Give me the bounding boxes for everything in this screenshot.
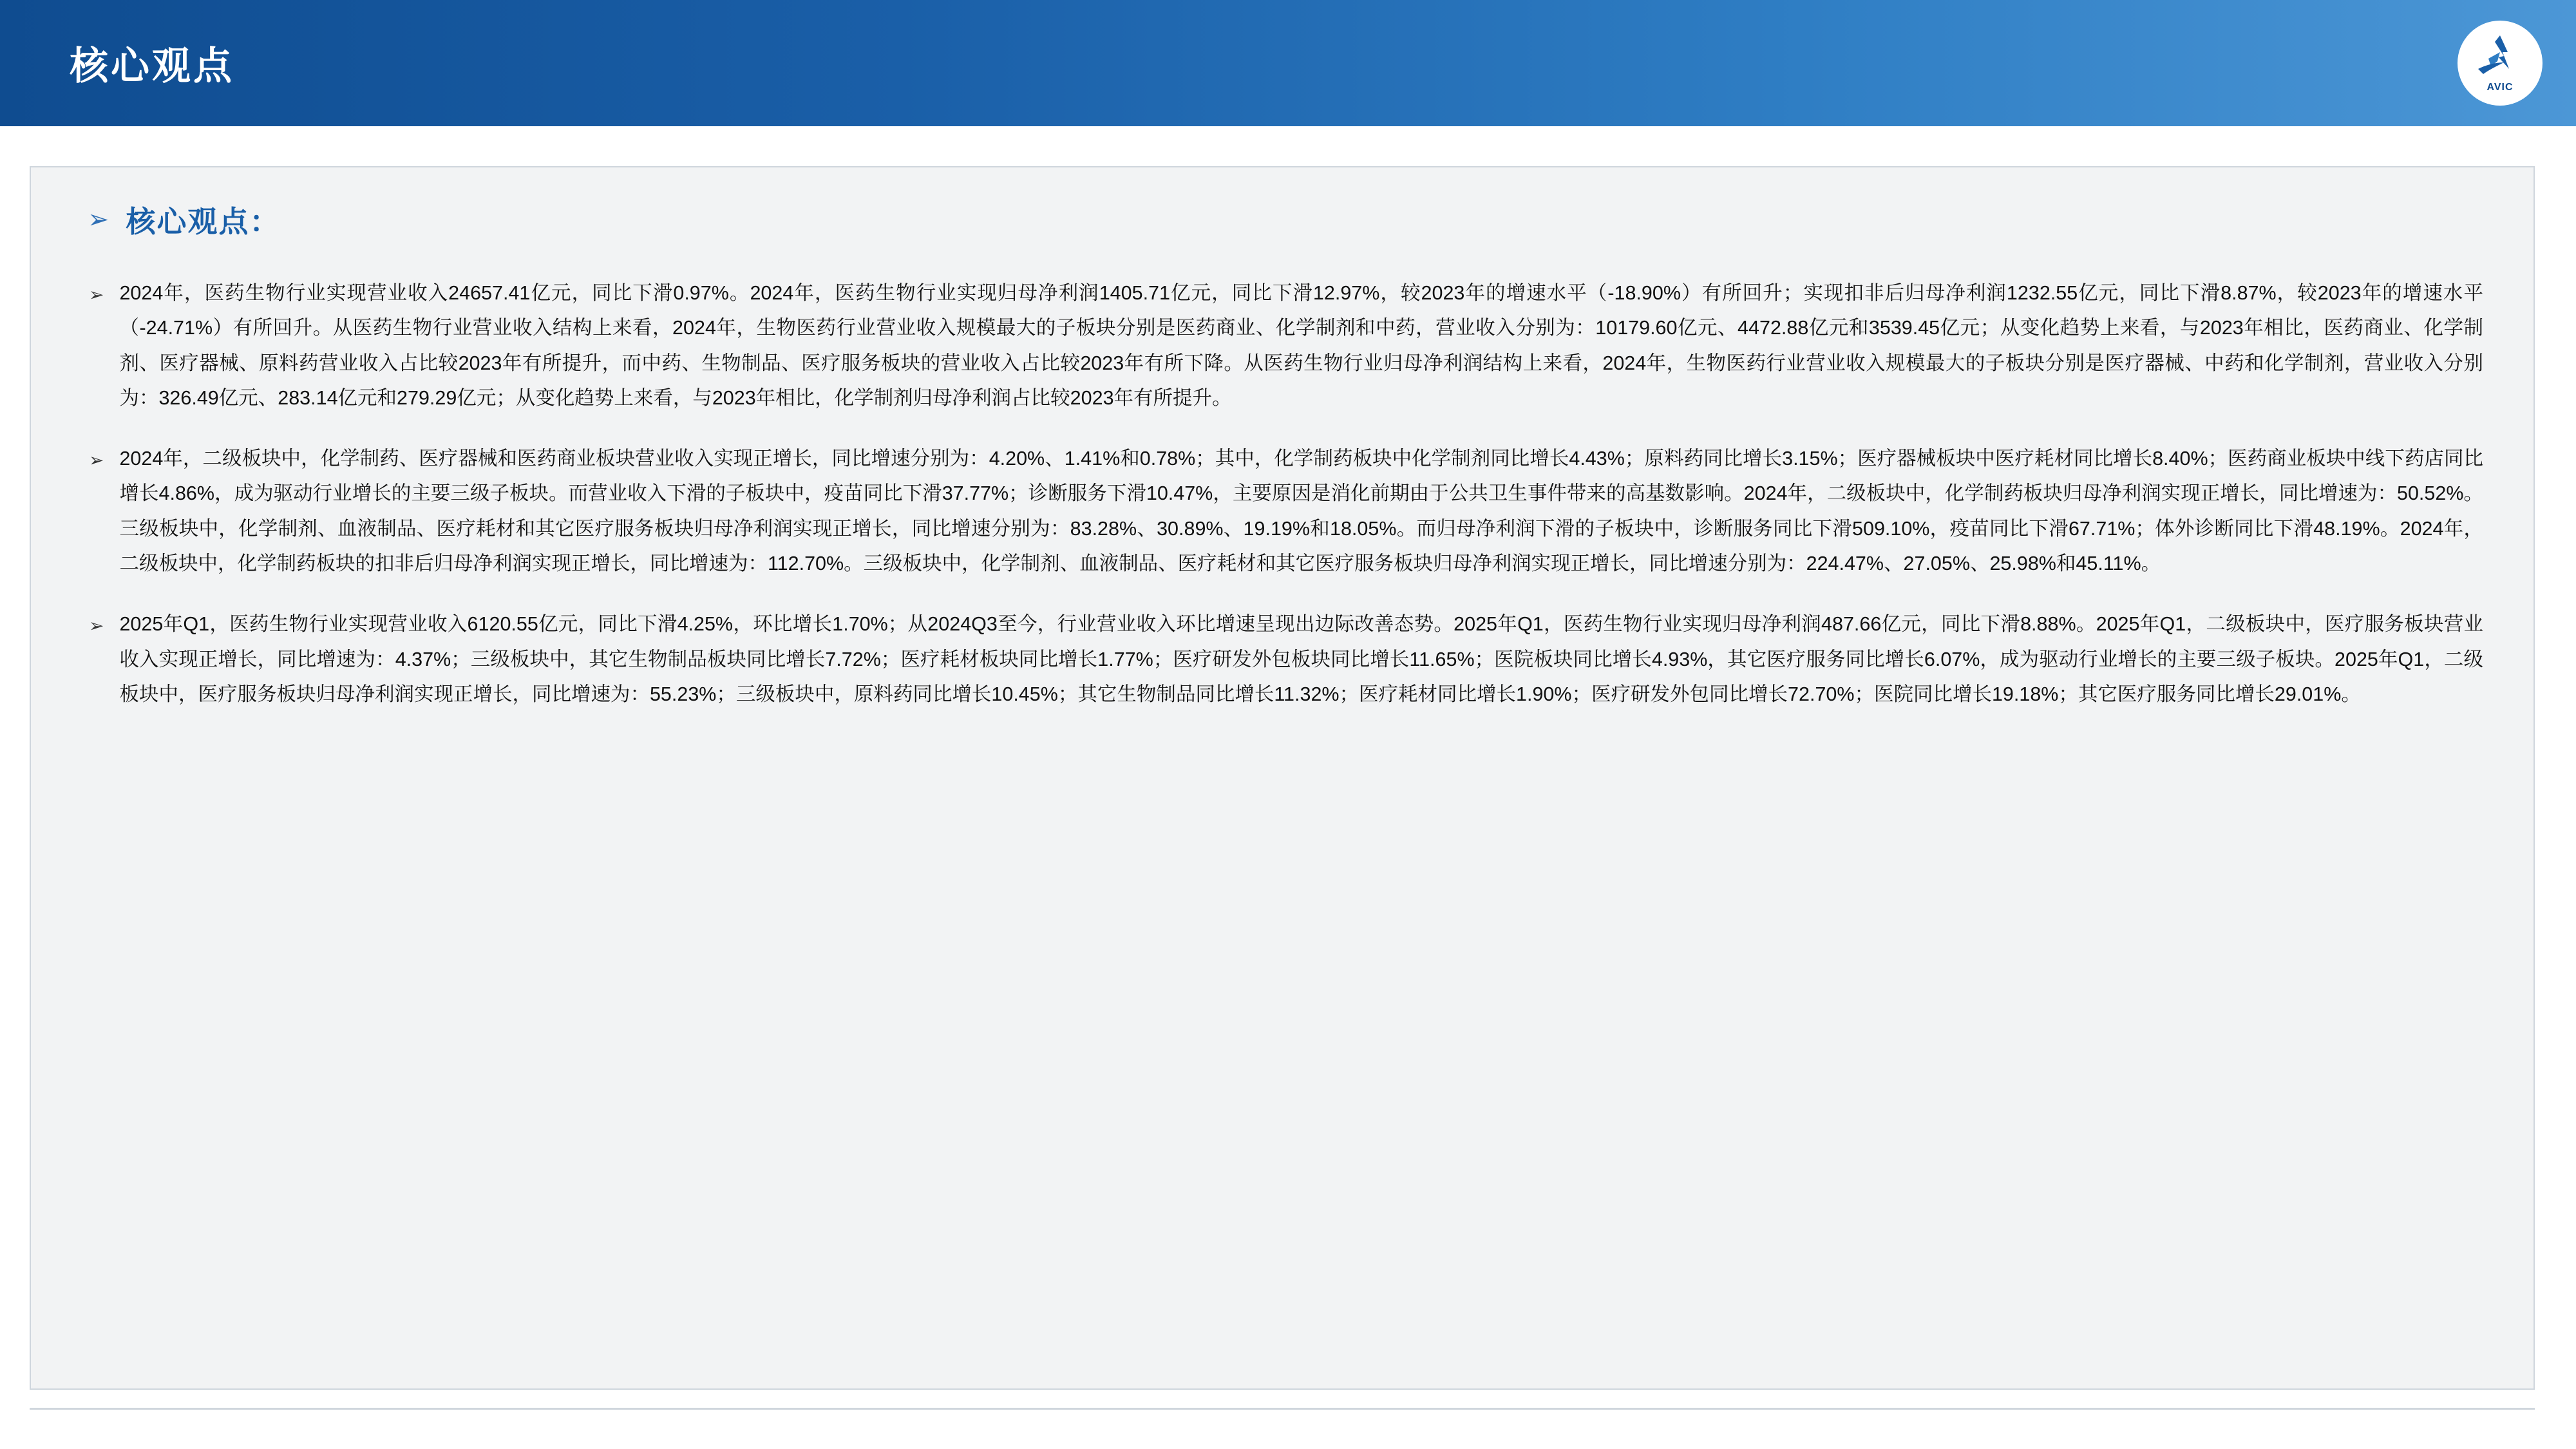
section-title-row <box>88 198 2495 241</box>
paragraph-text: 2025年Q1，医药生物行业实现营业收入6120.55亿元，同比下滑4.25%，环比增长1.70%；从2024Q3至今，行业营业收入环比增速呈现出边际改善态势。2025年Q1，医药生物行业实现归母净利润487.66亿元，同比下滑8.88%。2025年Q1，二级板块中，医疗服务板块营业收入实现正增长，同比增速为：4.37%；三级板块中，其它生物制品板块同比增长7.72%；医疗耗材板块同比增长1.77%；医疗研发外包板块同比增长11.65%；医院板块同比增长4.93%，其它医疗服务同比增长6.07%，成为驱动行业增长的主要三级子板块。2025年Q1，二级板块中，医疗服务板块归母净利润实现正增长，同比增速为：55.23%；三级板块中，原料药同比增长10.45%；其它生物制品同比增长11.32%；医疗耗材同比增长1.90%；医疗研发外包同比增长72.70%；医院同比增长19.18%；其它医疗服务同比增长29.01%。 <box>119 613 2483 705</box>
content-panel <box>30 166 2535 1390</box>
paragraph-text: 2024年，医药生物行业实现营业收入24657.41亿元，同比下滑0.97%。2024年，医药生物行业实现归母净利润1405.71亿元，同比下滑12.97%，较2023年的增速水平（-18.90%）有所回升；实现扣非后归母净利润1232.55亿元，同比下滑8.87%，较2023年的增速水平（-24.71%）有所回升。从医药生物行业营业收入结构上来看，2024年，生物医药行业营业收入规模最大的子板块分别是医药商业、化学制剂和中药，营业收入分别为：10179.60亿元、4472.88亿元和3539.45亿元；从变化趋势上来看，与2023年相比，医药商业、化学制剂、医疗器械、原料药营业收入占比较2023年有所提升，而中药、生物制品、医疗服务板块的营业收入占比较2023年有所下降。从医药生物行业归母净利润结构上来看，2024年，生物医药行业营业收入规模最大的子板块分别是医疗器械、中药和化学制剂，营业收入分别为：326.49亿元、283.14亿元和279.29亿元；从变化趋势上来看，与2023年相比，化学制剂归母净利润占比较2023年有所提升。 <box>119 282 2483 409</box>
paragraph-item <box>70 276 2495 415</box>
arrow-bullet-icon: ➢ <box>89 450 104 471</box>
bottom-divider <box>30 1408 2535 1410</box>
arrow-bullet-icon: ➢ <box>89 285 104 305</box>
page-header <box>0 0 2576 126</box>
page-title: 核心观点 <box>70 44 234 88</box>
paragraph-text: 2024年，二级板块中，化学制药、医疗器械和医药商业板块营业收入实现正增长，同比增速分别为：4.20%、1.41%和0.78%；其中，化学制药板块中化学制剂同比增长4.43%；原料药同比增长3.15%；医疗器械板块中医疗耗材同比增长8.40%；医药商业板块中线下药店同比增长4.86%，成为驱动行业增长的主要三级子板块。而营业收入下滑的子板块中，疫苗同比下滑37.77%；诊断服务下滑10.47%，主要原因是消化前期由于公共卫生事件带来的高基数影响。2024年，二级板块中，化学制药板块归母净利润实现正增长，同比增速为：50.52%。三级板块中，化学制剂、血液制品、医疗耗材和其它医疗服务板块归母净利润实现正增长，同比增速分别为：83.28%、30.89%、19.19%和18.05%。而归母净利润下滑的子板块中，诊断服务同比下滑509.10%，疫苗同比下滑67.71%；体外诊断同比下滑48.19%。2024年，二级板块中，化学制药板块的扣非后归母净利润实现正增长，同比增速为：112.70%。三级板块中，化学制剂、血液制品、医疗耗材和其它医疗服务板块归母净利润实现正增长，同比增速分别为：224.47%、27.05%、25.98%和45.11%。 <box>119 448 2483 574</box>
arrow-bullet-icon: ➢ <box>89 616 104 636</box>
avic-logo-mark <box>2469 33 2531 80</box>
paragraph-item <box>70 607 2495 712</box>
avic-logo <box>2458 21 2543 106</box>
paragraph-item <box>70 441 2495 581</box>
arrow-bullet-icon: ➢ <box>88 205 109 234</box>
avic-logo-text: AVIC <box>2486 82 2514 93</box>
section-title: 核心观点： <box>126 205 281 238</box>
